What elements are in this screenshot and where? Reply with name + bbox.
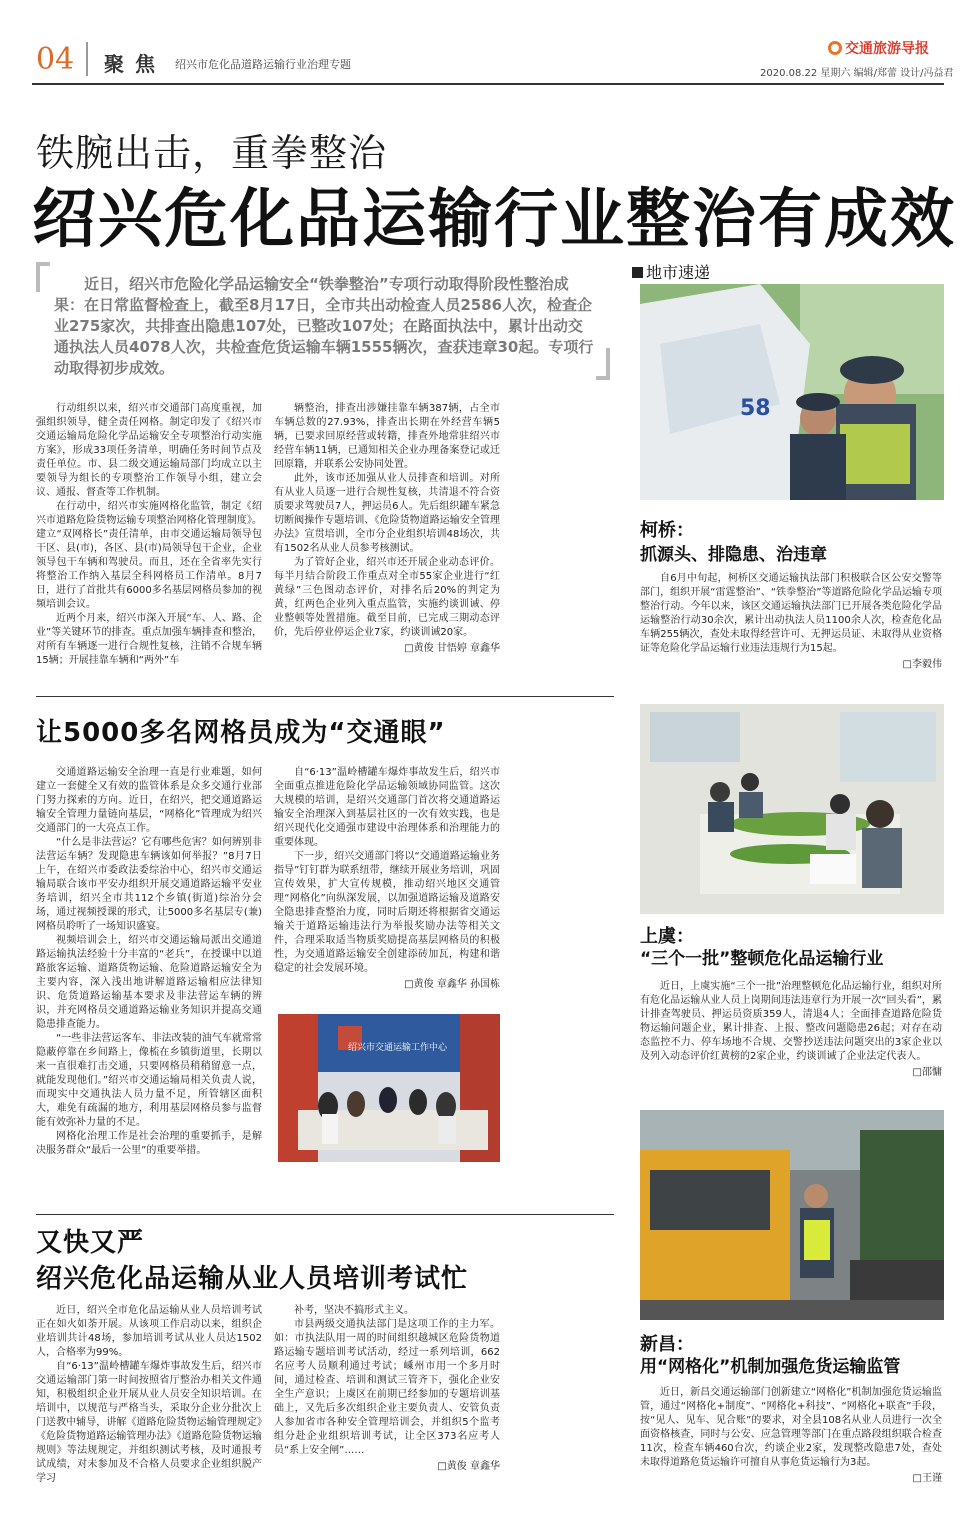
- lead-bracket-left: [36, 262, 50, 292]
- lead-paragraph: 近日，绍兴市危险化学品运输安全“铁拳整治”专项行动取得阶段性整治成果：在日常监督检查上，截至8月17日，全市共出动检查人员2586人次，检查企业275家次，共排查出隐患107处，已整改107处；在路面执法中，累计出动交通执法人员4078人次，共检查危货运输车辆1555辆次，查获违章30起。专项行动取得初步成效。: [54, 275, 594, 377]
- paragraph: “一些非法营运客车、非法改装的油气车就常常隐蔽停靠在乡间路上，像梳在乡镇街道里，长期以来一直很难打击交通，只要网格员稍稍留意一点，就能发现他们。”绍兴市交通运输局相关负责人说，而现实中交通执法人员力量不足，所管辖区面积大，难免有疏漏的地方，利用基层网格员参与监督能有效弥补力量的不足。: [36, 1033, 262, 1128]
- truck-number: 58: [740, 396, 771, 421]
- section-divider: [36, 1214, 614, 1215]
- officers-truck-illustration: [640, 284, 944, 500]
- region-headline: 抓源头、排隐患、治违章: [640, 545, 827, 565]
- section3-column-1: [36, 1304, 262, 1486]
- section2-column-1: [36, 766, 262, 1158]
- region-headline: “三个一批”整顿危化品运输行业: [640, 949, 884, 969]
- byline: □李毅伟: [902, 659, 942, 670]
- region-label: 上虞：: [640, 926, 694, 947]
- main-column-2: [274, 402, 500, 656]
- paragraph: 视频培训会上，绍兴市交通运输局派出交通道路运输执法经验十分丰富的“老兵”，在授课中以道路旅客运输、道路货物运输、危险道路运输安全为主要内容，深入浅出地讲解道路运输相应法律知识、危货道路运输基本要求及非法营运车辆的辨识，并充网格员交通道路运输业务知识并提高交通隐患排查能力。: [36, 935, 262, 1030]
- region-label: 新昌：: [640, 1334, 694, 1355]
- meeting-room-illustration: [278, 1014, 500, 1162]
- paragraph: 近日，新昌交通运输部门创新建立“网格化”机制加强危货运输监管，通过“网格化+制度”、“网格化+科技”、“网格化+联查”手段，按“见人、见车、见合账”的要求，对全县108名从业人员进行一次全面资格核查，同时与公安、应急管理等部门在重点路段组织联合检查11次，检查车辆460台次，约谈企业2家，发现整改隐患7处，查处未取得道路危货运输许可擅自从事危货运输行为3起。: [640, 1387, 942, 1468]
- paragraph: 下一步，绍兴交通部门将以“交通道路运输业务指导”钉钉群为联系纽带，继续开展业务培训，巩固宣传效果，扩大宣传规模，推动绍兴地区交通管理“网格化”向纵深发展，以加强道路运输及道路安全隐患排查整治力度，同时后期还将根据省交通运输关于道路运输违法行为举报奖励办法等相关文件，合理采取适当物质奖励提高基层网格员的积极性，为交通道路运输安全创建添砖加瓦，构建和谐稳定的社会发展环境。: [274, 851, 500, 974]
- paragraph: “什么是非法营运？它有哪些危害？如何辨别非法营运车辆？发现隐患车辆该如何举报？”8月7日上午，在绍兴市委政法委综治中心，绍兴市交通运输局联合该市平安办组织开展交通道路运输平安业务培训，绍兴全市共112个乡镇(街道)综治分会场，通过视频授课的形式，让5000多名基层专(兼)网格员聆听了一场知识盛宴。: [36, 837, 262, 932]
- paragraph: 此外，该市还加强从业人员排查和培训。对所有从业人员逐一进行合规性复核，共清退不符合资质要求驾驶员7人，押运员6人。先后组织罐车紧急切断阀操作专题培训、《危险货物道路运输安全管理办法》宣贯培训，全市分企业组织培训48场次，共有1502名从业人员参考核测试。: [274, 473, 500, 554]
- paragraph: 近两个月来，绍兴市深入开展“车、人、路、企业”等关键环节的排查。重点加强车辆排查和整治，对所有车辆逐一进行合规性复核，注销不合规车辆15辆；开展挂靠车辆和“两外”车: [36, 613, 262, 666]
- region-body: [640, 572, 942, 672]
- paragraph: 行动组织以来，绍兴市交通部门高度重视，加强组织领导，健全责任网格。制定印发了《绍兴市交通运输局危险化学品运输安全专项整治行动实施方案》，形成33项任务清单，明确任务时间节点及责任单位。市、县二级交通运输局部门均成立以主要领导为组长的专项整治工作领导小组，建立会议、通报、督查等工作机制。: [36, 403, 262, 498]
- date-line: 2020.08.22 星期六 编辑/郑蕾 设计/冯益君: [760, 68, 954, 79]
- section-divider: [36, 696, 614, 697]
- byline: □黄俊 章鑫华 孙国栋: [404, 979, 500, 990]
- section2-title: 让5000多名网格员成为“交通眼”: [36, 718, 446, 748]
- kicker: 铁腕出击，重拳整治: [36, 131, 388, 175]
- newspaper-logo: [828, 38, 929, 58]
- paragraph: 自“6·13”温岭槽罐车爆炸事故发生后，绍兴市交通运输部门第一时间按照省厅整治办相关文件通知，积极组织企业开展从业人员安全知识培训。在培训中，以规范与严格当头，采取分企业分批次上门送教中辅导，讲解《道路危险货物运输管理规定》《危险货物道路运输管理办法》《道路危险货物运输规则》等法规规定，并组织测试考核，及时通报考试成绩，对未参加及不合格人员要求企业组织脱产学习: [36, 1361, 262, 1484]
- main-column-1: [36, 402, 262, 668]
- photo-sign-text: 绍兴市交通运输工作中心: [348, 1043, 448, 1053]
- region-body: [640, 1386, 942, 1486]
- paragraph: 在行动中，绍兴市实施网格化监管，制定《绍兴市道路危险货物运输专项整治网格化管理制度》。建立“双网格长”责任清单，由市交通运输局领导包干区、县(市)，各区、县(市)局领导包干企业，企业领导包干车辆和驾驶员。而且，还在全省率先实行将整治工作纳入基层全科网格员工作清单。8月7日，进行了首批共有6000多名基层网格员参加的视频培训会议。: [36, 501, 262, 610]
- paragraph: 近日，绍兴全市危化品运输从业人员培训考试正在如火如荼开展。从该项工作启动以来，组织企业培训共计48场，参加培训考试从业人员达1502人，合格率为99%。: [36, 1305, 262, 1358]
- paragraph: 近日，上虞实施“三个一批”治理整顿危化品运输行业，组织对所有危化品运输从业人员上岗期间违法违章行为开展一次“回头看”，累计排查驾驶员、押运员资质359人，清退4人；全面排查道路危险货物运输问题企业，累计排查、上报、整改问题隐患26起；对存在动态监控不力、停车场地不合规、交警抄送违法问题突出的3家企业以及列入动态评价红黄榜的2家企业，约谈训诫了企业法定代表人。: [640, 981, 942, 1062]
- logo-text: 交通旅游导报: [845, 41, 929, 57]
- header-rule: [32, 83, 944, 85]
- right-column-header: [632, 260, 710, 283]
- logo-icon: [828, 41, 842, 55]
- meeting-room-photo: [278, 1014, 500, 1162]
- meeting-photo: [640, 704, 944, 914]
- byline: □黄俊 甘悟婷 章鑫华: [404, 643, 500, 654]
- byline: □王谨: [912, 1473, 942, 1484]
- region-headline: 用“网格化”机制加强危货运输监管: [640, 1357, 901, 1377]
- paragraph: 补考，坚决不搞形式主义。: [294, 1305, 414, 1316]
- byline: □邵慵: [912, 1067, 942, 1078]
- officers-inspecting-truck-photo: [640, 284, 944, 500]
- region-body: [640, 980, 942, 1080]
- paragraph: 自“6·13”温岭槽罐车爆炸事故发生后，绍兴市全面重点推进危险化学品运输领域协同监管。这次大规模的培训，是绍兴交通部门首次将交通道路运输安全治理深入到基层社区的一次有效实践，也是绍兴现代化交通强市建设中治理体系和治理能力的重要体现。: [274, 767, 500, 848]
- lead-bracket-right: [596, 348, 610, 380]
- page-number: 04: [36, 42, 75, 77]
- right-column-header-label: 地市速递: [646, 263, 711, 282]
- section-subtitle: 绍兴市危化品道路运输行业治理专题: [175, 58, 351, 71]
- paragraph: 交通道路运输安全治理一直是行业难题，如何建立一套健全又有效的监管体系是众多交通行业部门努力探索的方向。近日，在绍兴，把交通道路运输安全管理力量链向基层，“网格化”管理成为绍兴交通部门的一大亮点工作。: [36, 767, 262, 834]
- section3-column-2: [274, 1304, 500, 1474]
- section3-title-line2: 绍兴危化品运输从业人员培训考试忙: [36, 1264, 469, 1294]
- section2-column-2: [274, 766, 500, 992]
- paragraph: 网格化治理工作是社会治理的重要抓手，是解决服务群众“最后一公里”的重要举措。: [36, 1131, 262, 1156]
- paragraph: 辆整治，排查出涉嫌挂靠车辆387辆，占全市车辆总数的27.93%，排查出长期在外经营车辆5辆，已要求回原经营或转籍，排查外地常驻绍兴市经营车辆11辆，已通知相关企业办理备案登记或迁回原籍，并联系公安协同处置。: [274, 403, 500, 470]
- header-divider: [86, 42, 88, 76]
- byline: □黄俊 章鑫华: [437, 1461, 500, 1472]
- truck-inspection-illustration: [640, 1110, 944, 1320]
- meeting-illustration: [640, 704, 944, 914]
- paragraph: 自6月中旬起，柯桥区交通运输执法部门积极联合区公安交警等部门，组织开展“雷霆整治”、“铁拳整治”等道路危险化学品运输专项整治行动。今年以来，该区交通运输执法部门已开展各类危险化学品运输整治行动30余次，累计出动执法人员1100余人次，检查危化品车辆255辆次，查处未取得经营许可、无押运员证、未取得从业资格证等危险化学品运输行业违法违规行为15起。: [640, 573, 942, 654]
- paragraph: 市县两级交通执法部门是这项工作的主力军。如：市执法队用一周的时间组织越城区危险货物道路运输专题培训考试活动，经过一系列培训，662名应考人员顺利通过考试；嵊州市用一个多月时间，通过检查、培训和测试三管齐下，强化企业安全生产意识；上虞区在前期已经参加的专题培训基础上，又先后多次组织企业主要负责人、安管负责人参加省市各种安全管理培训会，并组织5个监考组分赴企业组织培训考试，让全区373名应考人员“系上安全闸”……: [274, 1319, 500, 1456]
- section-name: 聚 焦: [104, 52, 157, 76]
- truck-inspection-photo: [640, 1110, 944, 1320]
- region-label: 柯桥：: [640, 520, 694, 541]
- square-bullet-icon: [632, 267, 643, 278]
- headline: 绍兴危化品运输行业整治有成效: [32, 183, 956, 257]
- section3-title-line1: 又快又严: [36, 1228, 145, 1258]
- paragraph: 为了管好企业，绍兴市还开展企业动态评价。每半月结合阶段工作重点对全市55家企业进行“红黄绿”三色图动态评价，对排名后20%的判定为黄，红两色企业列入重点监管，实施约谈训诫、停业整顿等处置措施。截至目前，已完成三期动态评价，先后停业停运企业7家，约谈训诫20家。: [274, 557, 500, 638]
